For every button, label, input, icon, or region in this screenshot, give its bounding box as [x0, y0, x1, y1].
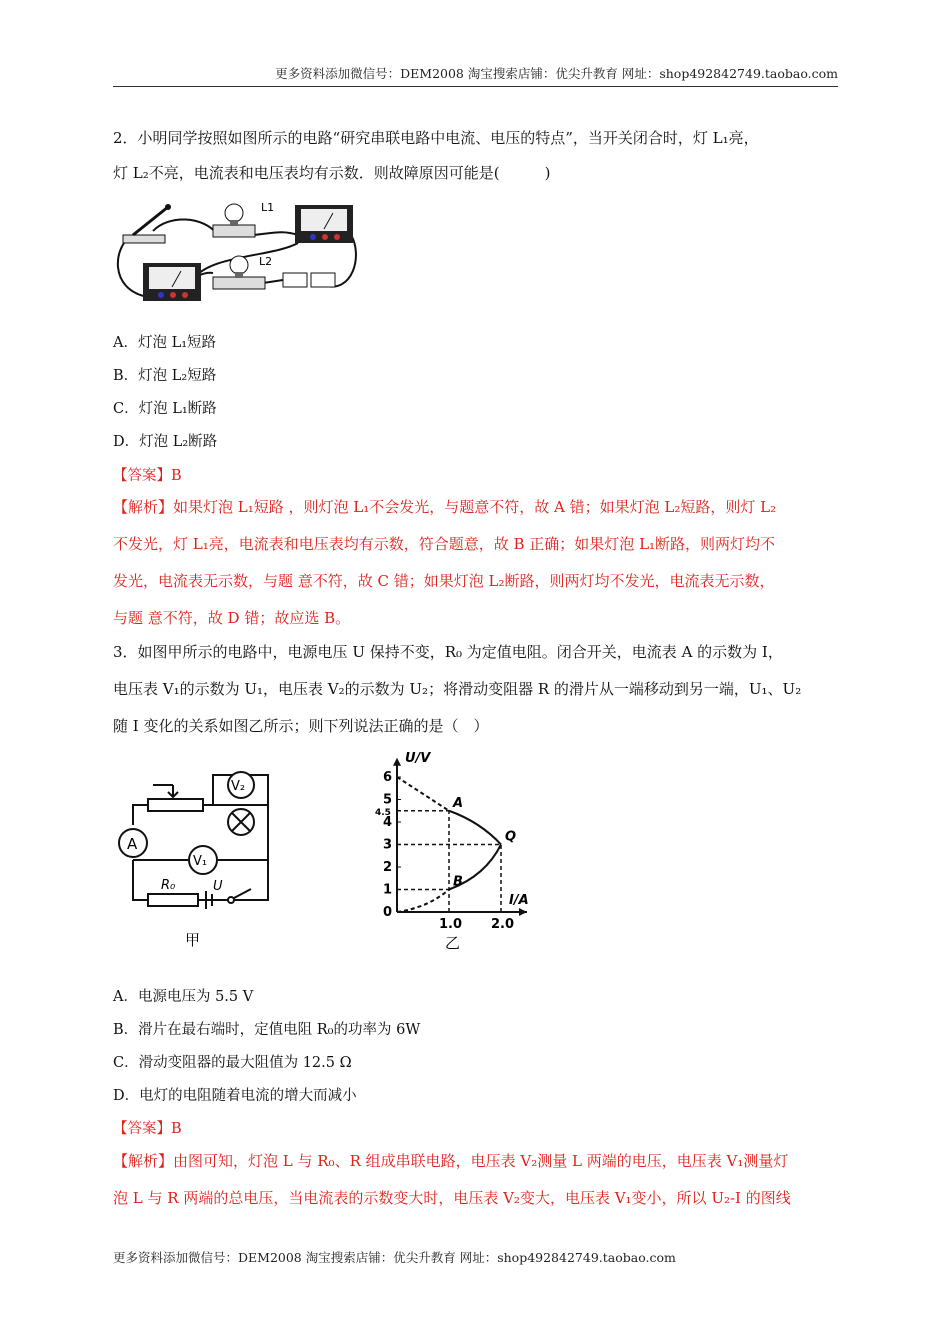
- point-label-a: A: [453, 795, 464, 811]
- q3-analysis-line1: 【解析】由图可知，灯泡 L 与 R₀、R 组成串联电路，电压表 V₂测量 L 两端的电压，电压表 V₁测量灯: [113, 1152, 789, 1170]
- series-dashed-line: [397, 777, 449, 811]
- y-tick-label: 5: [383, 792, 393, 808]
- y-axis-arrow: [393, 758, 401, 766]
- x-axis-label: I/A: [509, 893, 529, 908]
- page-header: 更多资料添加微信号：DEM2008 淘宝搜索店铺：优尖升教育 网址：shop492842749.taobao.com: [275, 66, 838, 81]
- y-tick-label: 1: [383, 882, 393, 898]
- series-u1-i: [449, 811, 501, 845]
- x-tick-label: 2.0: [491, 917, 515, 932]
- q3-option-d: D．电灯的电阻随着电流的增大而减小: [113, 1088, 357, 1104]
- q3-graph-yi: [355, 750, 555, 950]
- y-axis-label: U/V: [405, 750, 431, 766]
- q3-option-b: B．滑片在最右端时，定值电阻 R₀的功率为 6W: [113, 1022, 421, 1038]
- q2-stem-line1: 2．小明同学按照如图所示的电路“研究串联电路中电流、电压的特点”，当开关闭合时，灯 L₁亮，: [113, 129, 759, 147]
- q3-option-c: C．滑动变阻器的最大阻值为 12.5 Ω: [113, 1055, 352, 1071]
- y-tick-label: 6: [383, 770, 393, 785]
- point-label-q: Q: [505, 829, 517, 845]
- q3-stem-line1: 3．如图甲所示的电路中，电源电压 U 保持不变，R₀ 为定值电阻。闭合开关，电流表 A 的示数为 I，: [113, 643, 783, 661]
- x-axis-arrow: [519, 908, 527, 916]
- q3-r0-label: R₀: [161, 878, 176, 893]
- q3-stem-line3: 随 I 变化的关系如图乙所示；则下列说法正确的是（ ）: [113, 717, 489, 735]
- y-tick-label: 4: [383, 815, 393, 830]
- series-dashed-curve: [397, 890, 449, 913]
- q3-circuit-caption: 甲: [185, 931, 201, 949]
- q3-v2-label: V₂: [231, 779, 246, 794]
- page-footer: 更多资料添加微信号：DEM2008 淘宝搜索店铺：优尖升教育 网址：shop492842749.taobao.com: [113, 1250, 676, 1265]
- q3-v1-label: V₁: [193, 854, 208, 869]
- q2-stem-line2: 灯 L₂不亮，电流表和电压表均有示数．则故障原因可能是( ): [113, 164, 551, 182]
- q3-stem-line2: 电压表 V₁的示数为 U₁，电压表 V₂的示数为 U₂；将滑动变阻器 R 的滑片从一端移动到另一端，U₁、U₂: [113, 680, 802, 698]
- q2-l2-label: L2: [259, 255, 273, 268]
- q2-analysis-line4: 与题 意不符，故 D 错；故应选 B。: [113, 609, 351, 627]
- q2-option-b: B．灯泡 L₂短路: [113, 368, 217, 384]
- point-label-b: B: [453, 874, 463, 890]
- q3-answer: 【答案】B: [113, 1121, 182, 1137]
- q3-circuit-jia: [113, 765, 283, 950]
- q2-option-a: A．灯泡 L₁短路: [113, 335, 217, 351]
- q3-u-label: U: [213, 879, 223, 894]
- q2-analysis-line2: 不发光，灯 L₁亮，电流表和电压表均有示数，符合题意，故 B 正确；如果灯泡 L₁断路，则两灯均不: [113, 535, 776, 553]
- y-tick-label: 0: [383, 905, 393, 920]
- header-rule: [113, 86, 838, 87]
- q3-ammeter-label: A: [127, 835, 138, 853]
- q2-answer: 【答案】B: [113, 468, 182, 484]
- q2-analysis-line3: 发光，电流表无示数，与题 意不符，故 C 错；如果灯泡 L₂断路，则两灯均不发光，电流表无示数，: [113, 572, 775, 590]
- y-tick-label: 4.5: [375, 807, 391, 818]
- q2-option-d: D．灯泡 L₂断路: [113, 434, 218, 450]
- q2-l1-label: L1: [261, 201, 275, 214]
- q3-option-a: A．电源电压为 5.5 V: [113, 989, 254, 1005]
- q3-analysis-line2: 泡 L 与 R 两端的总电压，当电流表的示数变大时，电压表 V₂变大，电压表 V₁变小，所以 U₂-I 的图线: [113, 1189, 791, 1207]
- x-tick-label: 1.0: [439, 917, 463, 932]
- q2-analysis-line1: 【解析】如果灯泡 L₁短路 ，则灯泡 L₁不会发光，与题意不符，故 A 错；如果灯泡 L₂短路，则灯 L₂: [113, 498, 777, 516]
- y-tick-label: 2: [383, 860, 393, 875]
- q2-circuit-figure: [113, 195, 358, 307]
- graph-caption: 乙: [445, 934, 461, 950]
- q2-option-c: C．灯泡 L₁断路: [113, 401, 217, 417]
- y-tick-label: 3: [383, 837, 393, 853]
